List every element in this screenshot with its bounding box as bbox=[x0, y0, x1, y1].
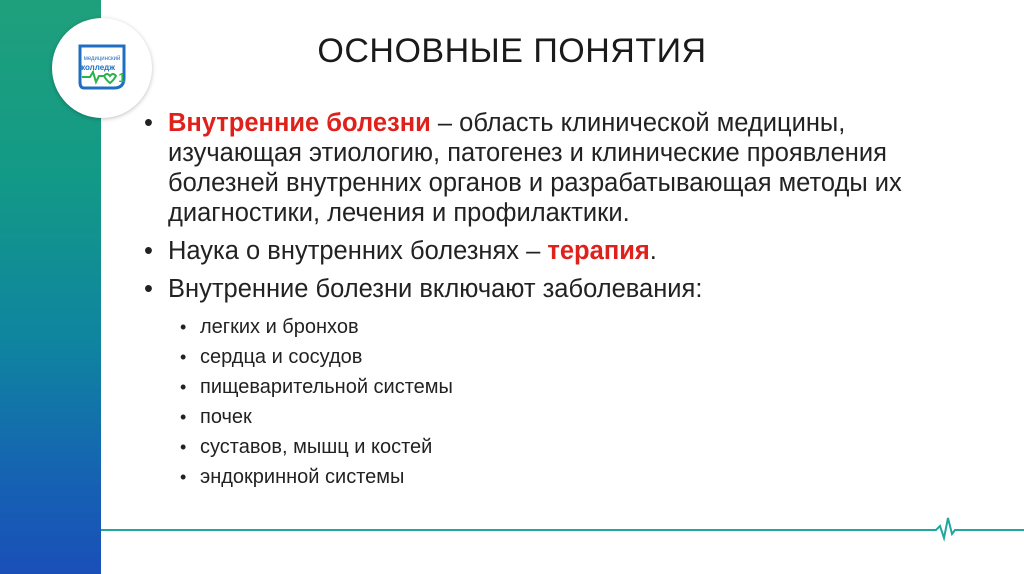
logo-text-main: колледж bbox=[81, 63, 115, 72]
logo-number: 1 bbox=[118, 70, 126, 85]
therapy-prefix: Наука о внутренних болезнях – bbox=[168, 237, 548, 265]
bullet-definition bbox=[140, 108, 960, 228]
list-item: • легких и бронхов bbox=[176, 312, 960, 342]
bullet-therapy bbox=[140, 236, 960, 266]
bullet-includes bbox=[140, 274, 960, 304]
list-item: • сердца и сосудов bbox=[176, 342, 960, 372]
definition-text: – область клинической медицины, изучающая этиологию, патогенез и клинические проявления болезней внутренних органов и разрабатывающая методы их диагностики, лечения и профилактики. bbox=[168, 109, 902, 227]
heartbeat-line bbox=[0, 516, 1024, 546]
term-internal-diseases: Внутренние болезни bbox=[168, 109, 431, 137]
list-item: • суставов, мышц и костей bbox=[176, 432, 960, 462]
includes-text: Внутренние болезни включают заболевания: bbox=[168, 275, 703, 303]
term-therapy: терапия bbox=[547, 237, 650, 265]
list-item: • пищеварительной системы bbox=[176, 372, 960, 402]
logo-text-top: медицинский bbox=[83, 56, 121, 62]
list-item: • эндокринной системы bbox=[176, 462, 960, 492]
disease-sublist bbox=[140, 312, 960, 492]
therapy-suffix: . bbox=[649, 237, 657, 265]
slide-title: ОСНОВНЫЕ ПОНЯТИЯ bbox=[317, 32, 707, 70]
list-item: • почек bbox=[176, 402, 960, 432]
slide-content bbox=[140, 108, 960, 492]
